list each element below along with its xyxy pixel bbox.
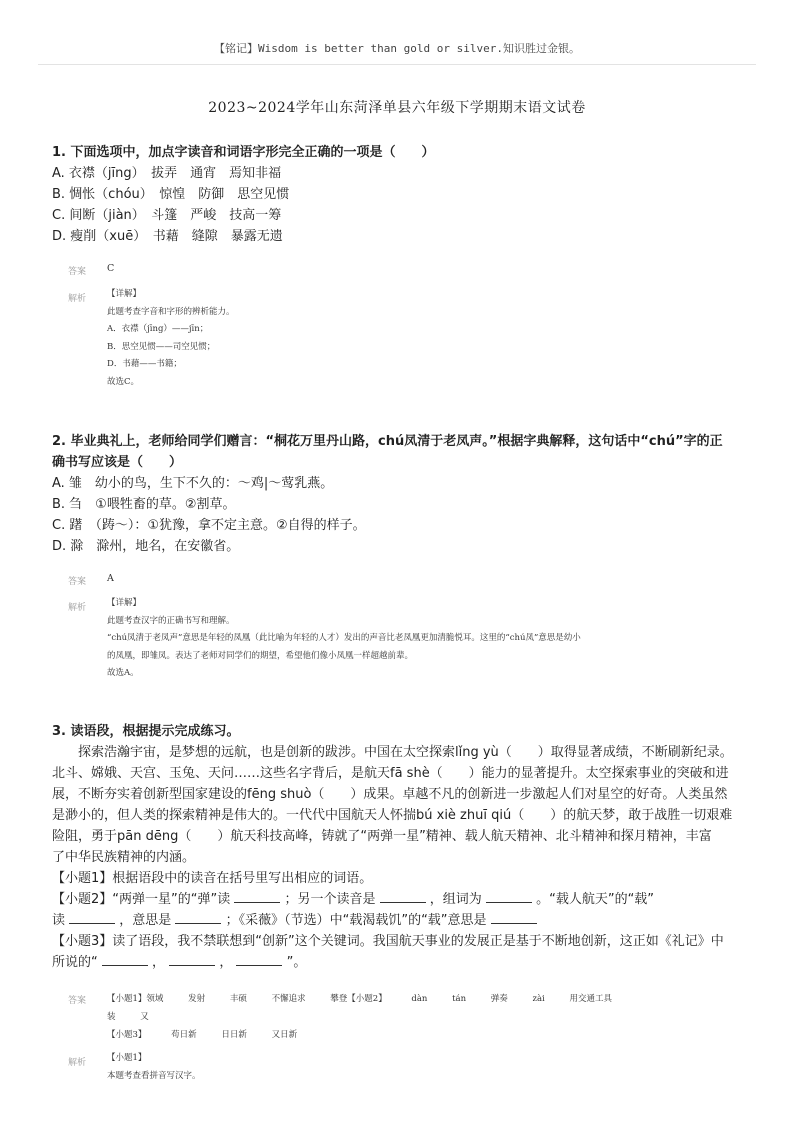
q3-answer-item: zài: [532, 994, 545, 1004]
question-2-stem: [52, 431, 752, 473]
q3-answer-item: 丰硕: [229, 994, 247, 1004]
q3-passage-line: 北斗、嫦娥、天宫、玉兔、天问……这些名字背后，是航天fā shè（ ）能力的显著提升。太空探索事业的突破和进: [52, 766, 729, 781]
q3-answer-item: 【小题3】: [107, 1030, 147, 1040]
answer-blank[interactable]: [380, 890, 426, 903]
question-2-stem-line: 确书写应该是（ ）: [52, 455, 183, 470]
q3-sub2-text: ；另一个读音是: [284, 892, 376, 907]
q2-explanation-line: 故选A。: [107, 668, 139, 678]
answer-blank[interactable]: [491, 911, 537, 924]
question-3-stem: 3. 读语段，根据提示完成练习。: [52, 724, 240, 739]
q3-answer-row: [107, 992, 634, 1004]
q3-sub2-text: 读: [52, 913, 66, 928]
question-3: [52, 721, 752, 973]
q1-option-d: D. 瘦削（xuē） 书藉 缝隙 暴露无遗: [52, 229, 283, 244]
q3-analysis-label: 解析: [68, 1058, 87, 1068]
q3-subquestion-2-cont: [52, 910, 752, 931]
q3-answer-item: 苟日新: [171, 1030, 197, 1040]
q1-explanation-line: 故选C。: [107, 376, 140, 387]
q1-analysis-label: 解析: [68, 294, 87, 304]
q1-explanation-line: 此题考查字音和字形的辨析能力。: [107, 306, 235, 317]
q3-answer-label: 答案: [68, 996, 87, 1006]
q3-answer-row: [107, 1028, 319, 1040]
q3-explanation-line: 【小题1】: [107, 1053, 147, 1063]
question-1-stem: 1. 下面选项中，加点字读音和词语字形完全正确的一项是（ ）: [52, 145, 435, 160]
q2-answer-value: A: [107, 573, 114, 584]
q3-subquestion-1: 【小题1】根据语段中的读音在括号里写出相应的词语。: [52, 871, 373, 886]
q3-sub3-text: ，: [152, 955, 166, 970]
q3-passage-line: 是渺小的，但人类的探索精神是伟大的。一代代中国航天人怀揣bú xiè zhuī qiú（ ）的航天梦，敢于战胜一切艰难: [52, 808, 733, 823]
question-2-stem-line: 2. 毕业典礼上，老师给同学们赠言：“桐花万里丹山路，chú凤清于老凤声。”根据字典解释，这句话中“chú”字的正: [52, 434, 723, 449]
q3-passage-line: 险阻，勇于pān dēng（ ）航天科技高峰，铸就了“两弹一星”精神、载人航天精神、北斗精神和探月精神，丰富: [52, 829, 712, 844]
q3-sub2-text: ，意思是: [119, 913, 172, 928]
q2-explanation-line: 的凤凰，即雏凤。表达了老师对同学们的期望，希望他们像小凤凰一样超越前辈。: [107, 650, 414, 661]
q1-answer-label: 答案: [68, 267, 87, 277]
q1-explanation-line: D．书藉——书籍；: [107, 359, 182, 369]
question-2: [52, 431, 752, 557]
q3-explanation: [107, 1050, 727, 1085]
q3-sub2-text: ；《采薇》（节选）中“载渴载饥”的“载”意思是: [225, 913, 487, 928]
q3-passage-line: 展，不断夯实着创新型国家建设的fēng shuò（ ）成果。卓越不凡的创新进一步激起人们对星空的好奇。人类虽然: [52, 787, 728, 802]
q3-sub3-text: ，: [219, 955, 233, 970]
q3-subquestion-2: [52, 889, 752, 910]
answer-blank[interactable]: [169, 953, 215, 966]
q3-answer-item: 【小题1】领域: [107, 994, 164, 1004]
q3-answer-item: 攀登【小题2】: [330, 994, 387, 1004]
q1-option-b: B. 惆怅（chóu） 惊惶 防御 思空见惯: [52, 187, 290, 202]
q2-explanation-line: 此题考查汉字的正确书写和理解。: [107, 615, 235, 626]
q2-option-b: B. 刍 ①喂牲畜的草。②割草。: [52, 497, 236, 512]
q3-sub2-text: 。“载人航天”的“载”: [536, 892, 655, 907]
q1-answer-value: C: [107, 263, 115, 274]
q3-answer-item: 装: [107, 1012, 116, 1022]
answer-blank[interactable]: [236, 953, 282, 966]
q3-passage-line: 了中华民族精神的内涵。: [52, 850, 196, 865]
q2-explanation-line: 【详解】: [107, 598, 142, 608]
q1-option-a: A. 衣襟（jīng） 拔弄 通宵 焉知非福: [52, 166, 282, 181]
answer-blank[interactable]: [175, 911, 221, 924]
q3-answer-item: 日日新: [221, 1030, 247, 1040]
q1-explanation-line: 【详解】: [107, 289, 142, 299]
page-title: 2023~2024学年山东菏泽单县六年级下学期期末语文试卷: [208, 100, 586, 116]
q3-answer-item: 又: [140, 1012, 149, 1022]
q2-explanation-line: “chú凤清于老凤声”意思是年轻的凤凰（此比喻为年轻的人才）发出的声音比老凤凰更加清脆悦耳。这里的“chú凤”意思是幼小: [107, 633, 581, 643]
question-1: [52, 142, 752, 247]
q2-option-a: A. 雏 幼小的鸟，生下不久的：～鸡|～莺乳燕。: [52, 476, 334, 491]
q3-answer-item: dàn: [411, 994, 428, 1004]
answer-blank[interactable]: [69, 911, 115, 924]
q3-sub3-text: 所说的“: [52, 955, 98, 970]
q3-sub2-text: 【小题2】“两弹一星”的“弹”读: [52, 892, 231, 907]
q3-answer-item: 弹奏: [490, 994, 508, 1004]
q3-explanation-line: 本题考查看拼音写汉字。: [107, 1070, 201, 1081]
q3-passage-line: 探索浩瀚宇宙，是梦想的远航，也是创新的跋涉。中国在太空探索lǐng yù（ ）取得显著成绩，不断刷新纪录。: [78, 745, 733, 760]
q3-subquestion-3: 【小题3】读了语段，我不禁联想到“创新”这个关键词。我国航天事业的发展正是基于不断地创新，这正如《礼记》中: [52, 934, 724, 949]
answer-blank[interactable]: [102, 953, 148, 966]
q3-answer-item: 不懈追求: [271, 994, 306, 1004]
header-motto: 【铭记】Wisdom is better than gold or silver.知识胜过金银。: [213, 42, 581, 55]
q1-explanation-line: B．思空见惯——司空见惯；: [107, 341, 216, 352]
q3-answer-item: 用交通工具: [569, 994, 612, 1004]
q2-explanation: [107, 595, 727, 683]
q3-sub3-text: ”。: [286, 955, 307, 970]
q2-answer-label: 答案: [68, 577, 87, 587]
q2-analysis-label: 解析: [68, 603, 87, 613]
q1-option-c: C. 间断（jiàn） 斗篷 严峻 技高一筹: [52, 208, 282, 223]
q3-sub2-text: ，组词为: [429, 892, 482, 907]
answer-blank[interactable]: [234, 890, 280, 903]
q3-answer-item: 又日新: [271, 1030, 298, 1040]
q1-explanation-line: A．衣襟（jīng）——jīn；: [107, 324, 209, 334]
q3-answer-item: 发射: [188, 994, 206, 1004]
q3-subquestion-3-cont: [52, 952, 752, 973]
q2-option-d: D. 滁 滁州，地名，在安徽省。: [52, 539, 240, 554]
header-divider: [38, 64, 756, 65]
q3-answer-item: tán: [452, 994, 467, 1004]
q2-option-c: C. 躇 （踌～）：①犹豫，拿不定主意。②自得的样子。: [52, 518, 366, 533]
q1-explanation: [107, 286, 727, 391]
q3-answer-row: [107, 1010, 171, 1022]
answer-blank[interactable]: [486, 890, 532, 903]
